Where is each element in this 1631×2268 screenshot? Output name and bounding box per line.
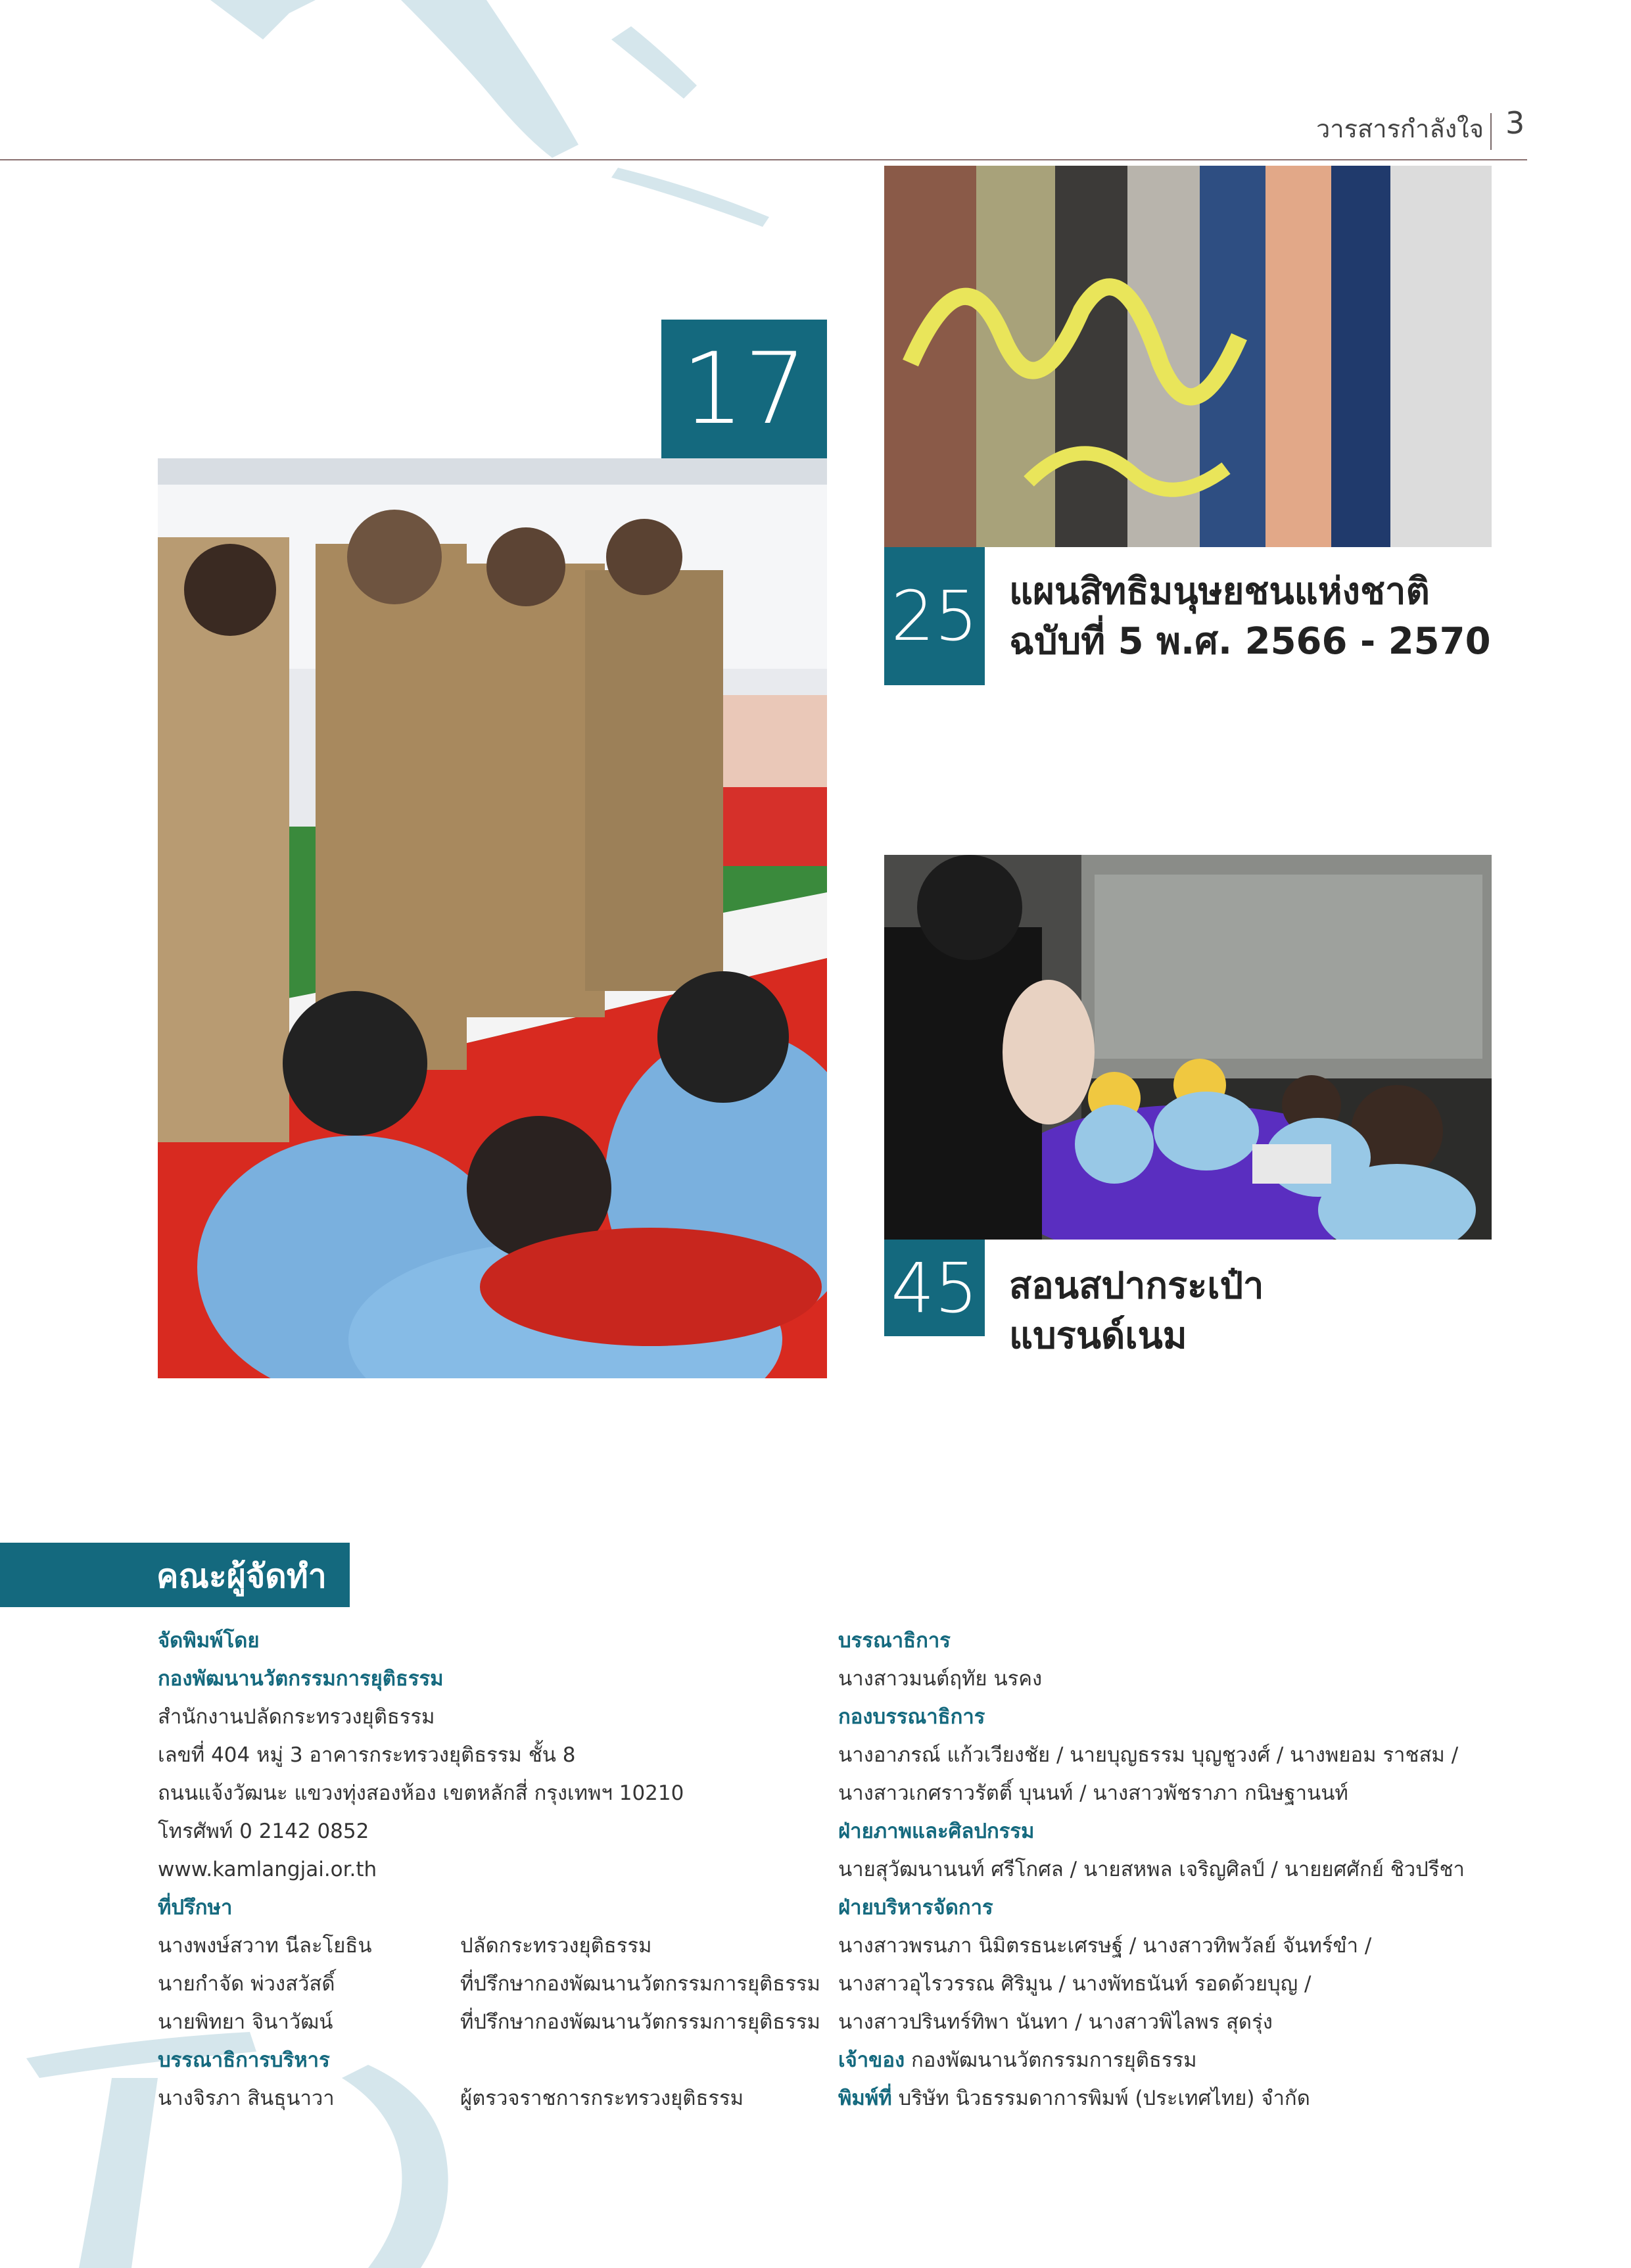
publisher-line: เลขที่ 404 หมู่ 3 อาคารกระทรวงยุติธรรม ชั้น 8: [158, 1743, 576, 1767]
board-label: กองบรรณาธิการ: [838, 1705, 985, 1729]
printer-name: บริษัท นิวธรรมดาการพิมพ์ (ประเทศไทย) จำกัด: [898, 2087, 1310, 2110]
story-25-number-badge: 25: [884, 547, 985, 685]
advisor-name: นายพิทยา จินาวัฒน์: [158, 2010, 333, 2034]
advisor-role: ปลัดกระทรวงยุติธรรม: [460, 1934, 652, 1958]
exec-editor-name: นางจิรภา สินธุนาวา: [158, 2087, 335, 2110]
magazine-title: วารสารกำลังใจ: [1315, 114, 1484, 143]
advisors-label: ที่ปรึกษา: [158, 1896, 233, 1919]
story-25-photo: [884, 166, 1492, 547]
credits-heading: คณะผู้จัดทำ: [156, 1557, 327, 1595]
publisher-phone: โทรศัพท์ 0 2142 0852: [158, 1820, 369, 1843]
header-separator: [1490, 113, 1492, 150]
admin-line: นางสาวพรนภา นิมิตรธนะเศรษฐ์ / นางสาวทิพวัลย์ จันทร์ขำ /: [838, 1934, 1372, 1958]
story-17-photo: [158, 458, 827, 1378]
publisher-line: สำนักงานปลัดกระทรวงยุติธรรม: [158, 1705, 435, 1729]
admin-line: นางสาวอุไรวรรณ ศิริมูน / นางพัทธนันท์ รอดด้วยบุญ /: [838, 1972, 1312, 1996]
advisor-role: ที่ปรึกษากองพัฒนานวัตกรรมการยุติธรรม: [460, 1972, 820, 1996]
owner-line: [838, 2047, 1197, 2073]
art-names: นายสุวัฒนานนท์ ศรีโกศล / นายสหพล เจริญศิลป์ / นายยศศักย์ ชิวปรีชา: [838, 1858, 1465, 1881]
exec-editor-label: บรรณาธิการบริหาร: [158, 2048, 330, 2072]
advisor-name: นางพงษ์สวาท นีละโยธิน: [158, 1934, 372, 1958]
editor-name: นางสาวมนต์ฤทัย นรคง: [838, 1667, 1043, 1691]
decorative-brush-stroke-bottom: [0, 1999, 460, 2268]
exec-editor-role: ผู้ตรวจราชการกระทรวงยุติธรรม: [460, 2087, 744, 2110]
story-25-title-line2: ฉบับที่ 5 พ.ศ. 2566 - 2570: [1009, 620, 1491, 663]
story-45-photo: [884, 855, 1492, 1240]
printer-line: [838, 2085, 1310, 2111]
story-17-number-badge: 17: [661, 320, 827, 458]
publisher-website[interactable]: www.kamlangjai.or.th: [158, 1858, 377, 1881]
printer-label: พิมพ์ที่: [838, 2087, 892, 2110]
publisher-line: ถนนแจ้งวัฒนะ แขวงทุ่งสองห้อง เขตหลักสี่ กรุงเทพฯ 10210: [158, 1781, 684, 1805]
story-45-title-line2: แบรนด์เนม: [1009, 1315, 1187, 1357]
admin-label: ฝ่ายบริหารจัดการ: [838, 1896, 993, 1919]
story-45-number-badge: 45: [884, 1240, 985, 1336]
page-number: 3: [1505, 105, 1525, 141]
art-label: ฝ่ายภาพและศิลปกรรม: [838, 1820, 1035, 1843]
story-45-title: [1009, 1261, 1496, 1361]
story-25-title: [1009, 567, 1496, 667]
board-line: นางสาวเกศราวรัตติ์ บุนนท์ / นางสาวพัชราภา กนิษฐานนท์: [838, 1781, 1348, 1805]
publisher-name: กองพัฒนานวัตกรรมการยุติธรรม: [158, 1667, 444, 1691]
editor-label: บรรณาธิการ: [838, 1629, 951, 1653]
story-45-title-line1: สอนสปากระเป๋า: [1009, 1265, 1264, 1307]
admin-line: นางสาวปรินทร์ทิพา นันทา / นางสาวพิไลพร สุดรุ่ง: [838, 2010, 1273, 2034]
publisher-label: จัดพิมพ์โดย: [158, 1629, 260, 1653]
advisor-name: นายกำจัด พ่วงสวัสดิ์: [158, 1972, 335, 1996]
owner-label: เจ้าของ: [838, 2048, 905, 2072]
advisor-role: ที่ปรึกษากองพัฒนานวัตกรรมการยุติธรรม: [460, 2010, 820, 2034]
decorative-brush-stroke-top: [184, 0, 776, 250]
owner-name: กองพัฒนานวัตกรรมการยุติธรรม: [910, 2048, 1197, 2072]
board-line: นางอาภรณ์ แก้วเวียงชัย / นายบุญธรรม บุญชูวงศ์ / นางพยอม ราชสม /: [838, 1743, 1459, 1767]
story-25-title-line1: แผนสิทธิมนุษยชนแห่งชาติ: [1009, 570, 1430, 613]
header-rule: [0, 159, 1527, 160]
